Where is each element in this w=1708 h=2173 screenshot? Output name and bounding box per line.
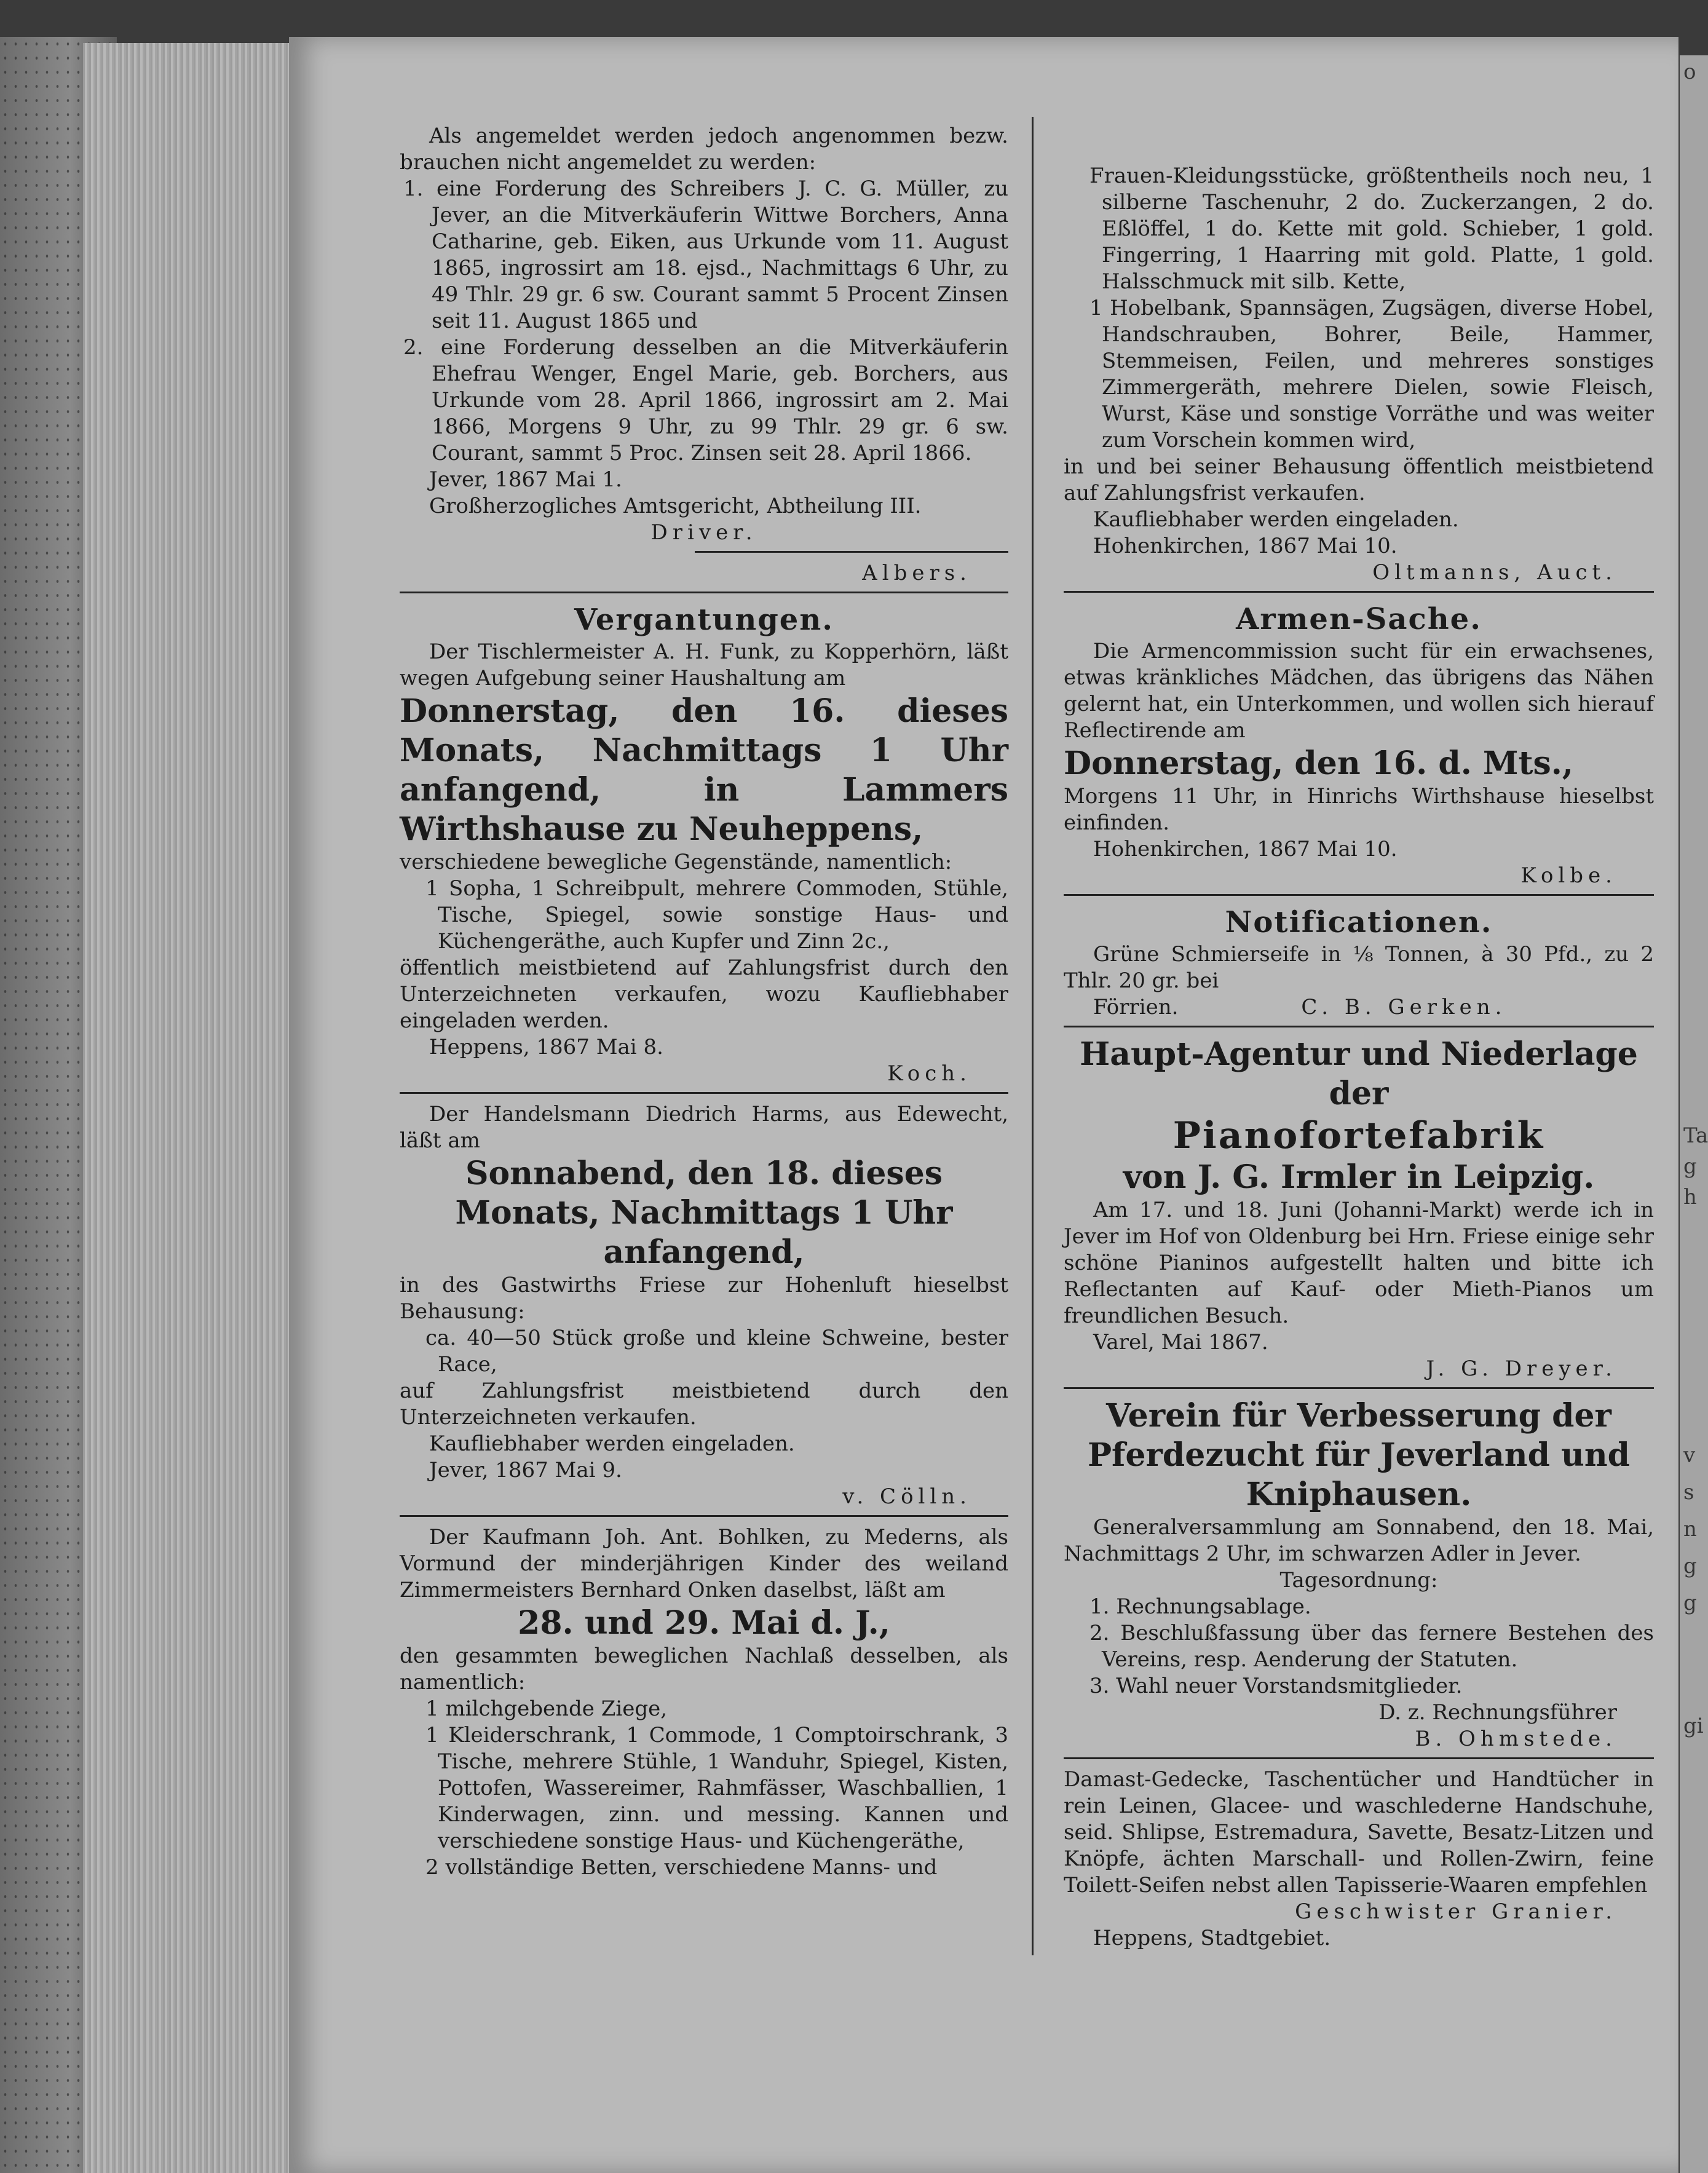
signature-title: D. z. Rechnungsführer [1378, 1700, 1617, 1725]
place-name: Förrien. [1093, 995, 1179, 1019]
item-list: 1 milchgebende Ziege, [425, 1696, 668, 1721]
next-page-fragment: h [1683, 1185, 1697, 1209]
divider [400, 592, 1008, 593]
page-stack [83, 43, 304, 2173]
notice-text: in des Gastwirths Friese zur Hohenluft hieselbst Behausung: [400, 1273, 1008, 1324]
signature: C. B. Gerken. [1301, 995, 1507, 1019]
signature: Kolbe. [1520, 863, 1617, 888]
signature: Driver. [650, 520, 757, 545]
notice-text: Morgens 11 Uhr, in Hinrichs Wirthshause hieselbst einfinden. [1064, 784, 1654, 835]
agenda-item: 3. Wahl neuer Vorstandsmitglieder. [1089, 1674, 1463, 1698]
date-line: Hohenkirchen, 1867 Mai 10. [1093, 534, 1398, 558]
notice-text: Generalversammlung am Sonnabend, den 18. Mai, Nachmittags 2 Uhr, im schwarzen Adler in Jever. [1064, 1515, 1654, 1566]
divider [695, 551, 1008, 553]
divider [1064, 1757, 1654, 1759]
auction-date: 28. und 29. Mai d. J., [518, 1604, 890, 1642]
divider [1064, 1387, 1654, 1389]
signature: Oltmanns, Auct. [1372, 560, 1617, 585]
notice-text: in und bei seiner Behausung öffentlich meistbietend auf Zahlungsfrist verkaufen. [1064, 454, 1654, 505]
item-list: 1 Sopha, 1 Schreibpult, mehrere Commoden, Stühle, Tische, Spiegel, sowie sonstige Haus- und Küchengeräthe, auch Kupfer und Zinn 2c., [425, 876, 1008, 954]
next-page-fragment: n [1683, 1517, 1697, 1542]
item-list: 1 Kleiderschrank, 1 Commode, 1 Comptoirschrank, 3 Tische, mehrere Stühle, 1 Wanduhr, Spiegel, Kisten, Pottofen, Wassereimer, Rahmfässer, Waschballien, 1 Kinderwagen, zinn. und messing. Kannen und verschiedene sonstige Haus- und Küchengeräthe, [425, 1723, 1008, 1853]
section-heading: Armen-Sache. [1236, 602, 1482, 636]
claim-item-2: 2. eine Forderung desselben an die Mitverkäuferin Ehefrau Wenger, Engel Marie, geb. Borchers, aus Urkunde vom 28. April 1866, ingrossirt am 2. Mai 1866, Morgens 9 Uhr, zu 99 Thlr. 29 gr. 6 sw. Courant, sammt 5 Proc. Zinsen seit 28. April 1866. [403, 335, 1008, 465]
section-heading: Vergantungen. [574, 603, 834, 637]
auction-date: Sonnabend, den 18. dieses Monats, Nachmittags 1 Uhr anfangend, [455, 1155, 953, 1271]
intro-text: Als angemeldet werden jedoch angenommen bezw. brauchen nicht angemeldet zu werden: [400, 124, 1008, 175]
association-heading: Verein für Verbesserung der Pferdezucht für Jeverland und Kniphausen. [1087, 1397, 1631, 1513]
item-list: ca. 40—50 Stück große und kleine Schweine, bester Race, [425, 1326, 1008, 1377]
next-page-fragment: o [1683, 60, 1696, 84]
notice-text: Am 17. und 18. Juni (Johanni-Markt) werde ich in Jever im Hof von Oldenburg bei Hrn. Friese einige sehr schöne Pianinos aufgestellt halten und bitte ich Reflectanten auf Kauf- oder Mieth-Pianos um freundlichen Besuch. [1064, 1198, 1654, 1328]
item-list: Frauen-Kleidungsstücke, größtentheils noch neu, 1 silberne Taschenuhr, 2 do. Zuckerzangen, 2 do. Eßlöffel, 1 do. Kette mit gold. Schieber, 1 gold. Fingerring, 1 Haarring mit gold. Platte, 1 gold. Halsschmuck mit silb. Kette, [1089, 164, 1654, 294]
next-page-fragment: g [1683, 1154, 1697, 1179]
notice-text: den gesammten beweglichen Nachlaß desselben, als namentlich: [400, 1644, 1008, 1695]
notice-text: auf Zahlungsfrist meistbietend durch den Unterzeichneten verkaufen. [400, 1379, 1008, 1430]
agency-heading: Haupt-Agentur und Niederlage der [1080, 1035, 1638, 1112]
divider [1064, 1026, 1654, 1027]
left-column [400, 123, 1008, 1881]
signature: B. Ohmstede. [1415, 1727, 1617, 1751]
right-column [1064, 163, 1654, 1952]
next-page-edge [1680, 55, 1708, 2173]
date-line: Varel, Mai 1867. [1093, 1330, 1268, 1355]
notice-text: Kaufliebhaber werden eingeladen. [1093, 507, 1459, 532]
signature: Albers. [862, 561, 971, 585]
court-name: Großherzogliches Amtsgericht, Abtheilung III. [429, 494, 922, 518]
next-page-fragment: g [1683, 1554, 1697, 1578]
notice-text: Der Tischlermeister A. H. Funk, zu Kopperhörn, läßt wegen Aufgebung seiner Haushaltung am [400, 639, 1008, 691]
next-page-fragment: g [1683, 1591, 1697, 1615]
divider [1064, 894, 1654, 896]
notice-text: verschiedene bewegliche Gegenstände, namentlich: [400, 850, 952, 874]
divider [400, 1092, 1008, 1094]
notice-text: Grüne Schmierseife in ⅛ Tonnen, à 30 Pfd., zu 2 Thlr. 20 gr. bei [1064, 942, 1654, 993]
next-page-fragment: Ta [1683, 1123, 1708, 1148]
next-page-fragment: gi [1683, 1714, 1704, 1738]
notice-text: Kaufliebhaber werden eingeladen. [429, 1431, 795, 1456]
factory-heading: Pianofortefabrik [1172, 1114, 1545, 1157]
column-rule [1032, 117, 1034, 1955]
signature: J. G. Dreyer. [1426, 1356, 1617, 1381]
notice-text: öffentlich meistbietend auf Zahlungsfrist durch den Unterzeichneten verkaufen, wozu Kaufliebhaber eingeladen werden. [400, 956, 1008, 1033]
auction-date: Donnerstag, den 16. dieses Monats, Nachmittags 1 Uhr anfangend, in Lammers Wirthshause zu Neuheppens, [400, 692, 1008, 848]
agenda-heading: Tagesordnung: [1279, 1568, 1438, 1593]
divider [400, 1515, 1008, 1517]
maker-heading: von J. G. Irmler in Leipzig. [1123, 1158, 1595, 1196]
date-line: Heppens, Stadtgebiet. [1093, 1926, 1331, 1950]
notice-text: Die Armencommission sucht für ein erwachsenes, etwas kränkliches Mädchen, das übrigens das Nähen gelernt hat, ein Unterkommen, und wollen sich hierauf Reflectirende am [1064, 639, 1654, 743]
agenda-item: 2. Beschlußfassung über das fernere Bestehen des Vereins, resp. Aenderung der Statuten. [1089, 1621, 1654, 1672]
section-heading: Notificationen. [1225, 905, 1493, 940]
date-line: Jever, 1867 Mai 1. [429, 467, 622, 492]
signature: v. Cölln. [842, 1484, 971, 1509]
notice-text: Damast-Gedecke, Taschentücher und Handtücher in rein Leinen, Glacee- und waschlederne Handschuhe, seid. Shlipse, Estremadura, Savette, Besatz-Litzen und Knöpfe, ächten Marschall- und Rollen-Zwirn, feine Toilett-Seifen nebst allen Tapisserie-Waaren empfehlen [1064, 1767, 1654, 1898]
item-list: 2 vollständige Betten, verschiedene Manns- und [425, 1855, 938, 1880]
notice-text: Der Kaufmann Joh. Ant. Bohlken, zu Mederns, als Vormund der minderjährigen Kinder des weiland Zimmermeisters Bernhard Onken daselbst, läßt am [400, 1525, 1008, 1602]
signature: Koch. [887, 1061, 971, 1086]
agenda-item: 1. Rechnungsablage. [1089, 1594, 1311, 1619]
next-page-fragment: s [1683, 1480, 1694, 1505]
signature: Geschwister Granier. [1295, 1899, 1617, 1924]
date-line: Hohenkirchen, 1867 Mai 10. [1093, 837, 1398, 861]
next-page-fragment: v [1683, 1443, 1696, 1468]
divider [1064, 591, 1654, 593]
date-line [1064, 994, 1654, 1021]
notice-text: Der Handelsmann Diedrich Harms, aus Edewecht, läßt am [400, 1102, 1008, 1153]
date-line: Heppens, 1867 Mai 8. [429, 1035, 663, 1059]
item-list: 1 Hobelbank, Spannsägen, Zugsägen, diverse Hobel, Handschrauben, Bohrer, Beile, Hammer, Stemmeisen, Feilen, und mehreres sonstiges Zimmergeräth, mehrere Dielen, sowie Fleisch, Wurst, Käse und sonstige Vorräthe und was weiter zum Vorschein kommen wird, [1089, 296, 1654, 453]
claim-item-1: 1. eine Forderung des Schreibers J. C. G. Müller, zu Jever, an die Mitverkäuferin Wittwe Borchers, Anna Catharine, geb. Eiken, aus Urkunde vom 11. August 1865, ingrossirt am 18. ejsd., Nachmittags 6 Uhr, zu 49 Thlr. 29 gr. 6 sw. Courant sammt 5 Procent Zinsen seit 11. August 1865 und [403, 176, 1008, 333]
meeting-date: Donnerstag, den 16. d. Mts., [1064, 745, 1573, 782]
date-line: Jever, 1867 Mai 9. [429, 1458, 622, 1482]
